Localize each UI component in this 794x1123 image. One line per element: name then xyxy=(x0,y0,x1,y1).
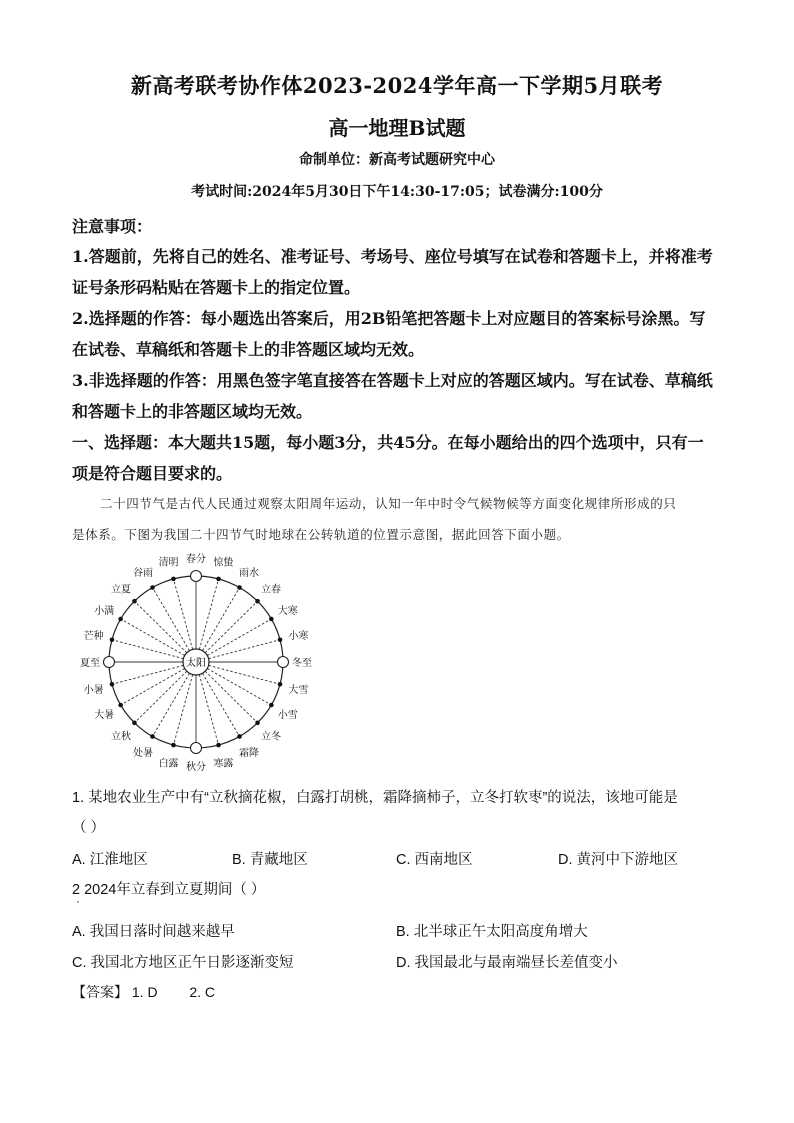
term-label-0: 冬至 xyxy=(292,658,312,669)
term-label-9: 立夏 xyxy=(111,584,132,596)
section1-line1: 一、选择题：本大题共15题，每小题3分，共45分。在每小题给出的四个选项中，只有一 xyxy=(72,433,704,452)
orbit-point-7 xyxy=(171,577,176,582)
orbit-point-10 xyxy=(118,617,123,622)
spoke-3 xyxy=(205,601,257,653)
material-line2: 是体系。下图为我国二十四节气时地球在公转轨道的位置示意图，据此回答下面小题。 xyxy=(72,527,570,542)
orbit-point-11 xyxy=(110,637,115,642)
orbit-point-12 xyxy=(104,657,115,668)
spoke-1 xyxy=(209,640,280,659)
exam-info: 考试时间:2024年5月30日下午14:30-17:05；试卷满分:100分 xyxy=(191,184,603,200)
term-label-1: 小寒 xyxy=(288,631,309,643)
answer-q1: 1. D xyxy=(131,984,158,1000)
term-label-18: 秋分 xyxy=(186,762,206,773)
notice-item3-line1: 3.非选择题的作答：用黑色签字笔直接答在答题卡上对应的答题区域内。写在试卷、草稿纸 xyxy=(72,371,713,390)
answer-label: 【答案】 xyxy=(72,984,128,1000)
orbit-point-14 xyxy=(118,703,123,708)
notice-item1-line1: 1.答题前，先将自己的姓名、准考证号、考场号、座位号填写在试卷和答题卡上，并将准考 xyxy=(72,247,713,266)
sun-label: 太阳 xyxy=(186,658,206,669)
exam-org: 命制单位：新高考试题研究中心 xyxy=(299,152,495,168)
spoke-21 xyxy=(205,671,257,723)
answer-line xyxy=(72,982,215,1002)
orbit-point-6 xyxy=(191,571,202,582)
term-label-15: 立秋 xyxy=(111,731,132,743)
spoke-22 xyxy=(207,669,271,706)
q2-option-a: A. 我国日落时间越来越早 xyxy=(72,924,235,940)
orbit-point-1 xyxy=(278,637,283,642)
material-line1: 二十四节气是古代人民通过观察太阳周年运动，认知一年中时令气候物候等方面变化规律所形成的只 xyxy=(100,496,677,511)
term-label-10: 小满 xyxy=(94,606,115,617)
term-label-2: 大寒 xyxy=(277,606,298,617)
q2-option-c: C. 我国北方地区正午日影逐渐变短 xyxy=(72,955,294,971)
orbit-point-17 xyxy=(171,743,176,748)
notice-item2-line2: 在试卷、草稿纸和答题卡上的非答题区域均无效。 xyxy=(72,340,425,359)
solar-terms-diagram xyxy=(60,548,340,778)
orbit-point-4 xyxy=(237,585,242,590)
section1-line2: 项是符合题目要求的。 xyxy=(72,464,233,483)
spoke-23 xyxy=(209,665,280,684)
term-label-14: 大暑 xyxy=(94,710,115,721)
orbit-point-22 xyxy=(269,703,274,708)
notice-item3-line2: 和答题卡上的非答题区域均无效。 xyxy=(72,402,313,421)
orbit-point-0 xyxy=(278,657,289,668)
orbit-point-13 xyxy=(110,682,115,687)
orbit-point-3 xyxy=(255,599,260,604)
orbit-point-15 xyxy=(132,721,137,726)
term-label-5: 惊蛰 xyxy=(213,557,234,569)
orbit-point-18 xyxy=(191,743,202,754)
orbit-point-16 xyxy=(150,734,155,739)
term-label-21: 立冬 xyxy=(260,731,281,743)
orbit-point-23 xyxy=(278,682,283,687)
orbit-point-19 xyxy=(216,743,221,748)
orbit-point-21 xyxy=(255,721,260,726)
term-label-16: 处暑 xyxy=(133,748,153,760)
exam-title: 新高考联考协作体2023-2024学年高一下学期5月联考 xyxy=(130,73,664,98)
q1-stem-line1: 1. 某地农业生产中有“立秋摘花椒，白露打胡桃，霜降摘柿子，立冬打软枣”的说法，该地可能是 xyxy=(72,790,678,806)
exam-subtitle: 高一地理B试题 xyxy=(328,116,466,140)
q1-option-d: D. 黄河中下游地区 xyxy=(558,852,679,868)
q1-option-c: C. 西南地区 xyxy=(396,852,473,868)
term-label-4: 雨水 xyxy=(239,567,259,579)
spoke-11 xyxy=(112,640,183,659)
term-label-8: 谷雨 xyxy=(133,567,153,579)
spoke-13 xyxy=(112,665,183,684)
spoke-2 xyxy=(207,619,271,656)
spoke-15 xyxy=(134,671,186,723)
q2-option-d: D. 我国最北与最南端昼长差值变小 xyxy=(396,955,618,971)
q1-option-b: B. 青藏地区 xyxy=(232,852,308,868)
orbit-point-2 xyxy=(269,617,274,622)
term-label-20: 霜降 xyxy=(239,748,259,760)
term-label-22: 小雪 xyxy=(277,710,298,721)
term-label-17: 白露 xyxy=(158,758,179,770)
orbit-point-9 xyxy=(132,599,137,604)
notice-item1-line2: 证号条形码粘贴在答题卡上的指定位置。 xyxy=(72,278,361,297)
q1-stem-line2: （ ） xyxy=(72,820,106,836)
spoke-9 xyxy=(134,601,186,653)
term-label-3: 立春 xyxy=(260,584,281,596)
term-label-23: 大雪 xyxy=(288,684,309,696)
term-label-12: 夏至 xyxy=(80,658,100,669)
q2-dot: · xyxy=(76,894,80,908)
spoke-10 xyxy=(121,619,185,656)
spoke-14 xyxy=(121,669,185,706)
q1-option-a: A. 江淮地区 xyxy=(72,852,148,868)
term-label-6: 春分 xyxy=(186,554,206,565)
answer-q2: 2. C xyxy=(189,984,216,1000)
notice-item2-line1: 2.选择题的作答：每小题选出答案后，用2B铅笔把答题卡上对应题目的答案标号涂黑。写 xyxy=(72,309,706,328)
orbit-point-20 xyxy=(237,734,242,739)
orbit-point-8 xyxy=(150,585,155,590)
q2-stem: 2 2024年立春到立夏期间（ ） xyxy=(72,882,266,898)
term-label-7: 清明 xyxy=(158,557,179,569)
notice-heading: 注意事项： xyxy=(72,217,153,236)
q2-option-b: B. 北半球正午太阳高度角增大 xyxy=(396,924,588,940)
term-label-11: 芒种 xyxy=(83,631,104,643)
term-label-19: 寒露 xyxy=(213,758,234,770)
orbit-point-5 xyxy=(216,577,221,582)
term-label-13: 小暑 xyxy=(83,684,104,696)
